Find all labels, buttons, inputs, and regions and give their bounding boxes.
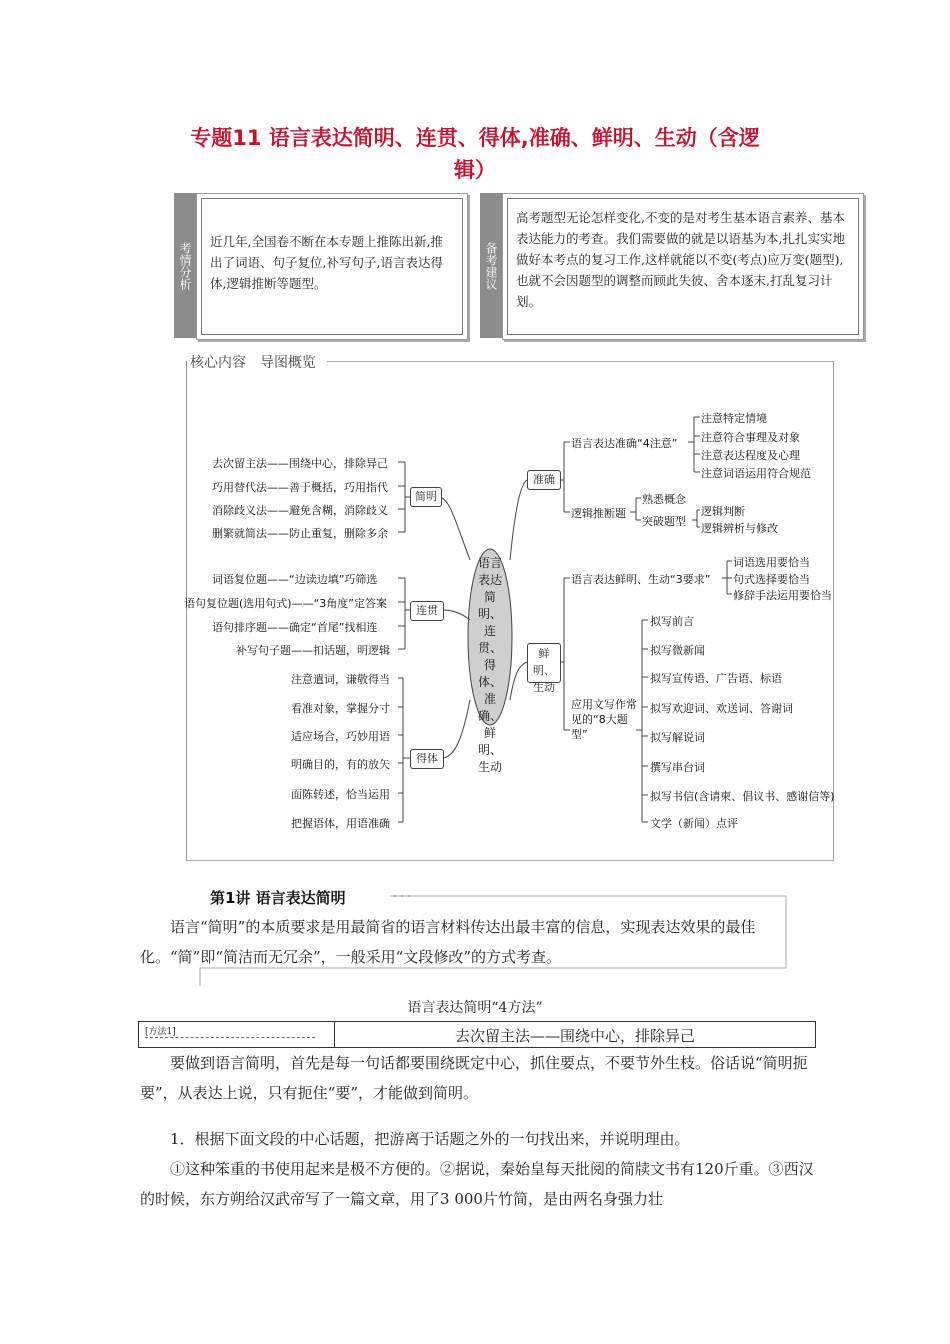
core-heading: 核心内容 导图概览: [190, 352, 322, 372]
jianming-item-2: 巧用替代法——善于概括，巧用指代: [212, 481, 388, 494]
jianming-item-4: 删繁就简法——防止重复，删除多余: [212, 527, 388, 540]
method-tag: [139, 1022, 335, 1047]
title-line-1: 专题11 语言表达简明、连贯、得体,准确、鲜明、生动（含逻: [190, 126, 760, 150]
method-paragraph: 要做到语言简明，首先是每一句话都要围绕既定中心，抓住要点，不要节外生枝。俗话说“简明扼要”，从表达上说，只有扼住“要”，才能做到简明。: [140, 1054, 808, 1102]
lianguan-item-1: 词语复位题——“边读边填”巧筛选: [212, 573, 378, 586]
deti-item-1: 注意遣词，谦敬得当: [291, 673, 390, 686]
deti-item-2: 看准对象，掌握分寸: [291, 702, 390, 715]
node-xianming: 鲜明、生动: [527, 643, 561, 683]
lecture-intro: 语言“简明”的本质要求是用最简省的语言材料传达出最丰富的信息，实现表达效果的最佳化。“简”即“简洁而无冗余”，一般采用“文段修改”的方式考查。: [140, 918, 756, 966]
exercise-text: ①这种笨重的书使用起来是极不方便的。②据说，秦始皇每天批阅的简牍文书有120斤重。③西汉的时候，东方朔给汉武帝写了一篇文章，用了3 000片竹简，是由两名身强力壮: [140, 1160, 814, 1208]
analysis-sidebar-label: 考情分析: [178, 241, 192, 290]
jianming-item-1: 去次留主法——围绕中心，排除异己: [212, 457, 388, 470]
node-jianming: 简明: [410, 487, 442, 507]
xianming-sub2-item-6: 撰写串台词: [650, 761, 705, 774]
zhunque-sub2: 逻辑推断题: [571, 507, 626, 520]
lecture-title: 第1讲 语言表达简明: [210, 889, 346, 907]
zhunque-sub1-item-1: 注意特定情境: [701, 412, 767, 425]
lianguan-item-4: 补写句子题——扣话题，明逻辑: [236, 644, 390, 657]
node-lianguan: 连贯: [410, 601, 444, 621]
xianming-sub2-item-1: 拟写前言: [650, 615, 694, 628]
deti-item-3: 适应场合，巧妙用语: [291, 730, 390, 743]
method-title: 语言表达简明“4方法”: [407, 1000, 543, 1016]
xianming-sub2-item-5: 拟写解说词: [650, 731, 705, 744]
deti-item-6: 把握语体，用语准确: [291, 817, 390, 830]
exercise-question: 1．根据下面文段的中心话题，把游离于话题之外的一句找出来，并说明理由。: [170, 1130, 690, 1148]
zhunque-sub2b-item-1: 逻辑判断: [701, 505, 745, 518]
node-deti: 得体: [410, 749, 444, 769]
mindmap-center: 语言表达简明、连贯、得体、准确、鲜明、生动: [477, 556, 502, 774]
deti-item-5: 面陈转述，恰当运用: [291, 788, 390, 801]
xianming-sub2-item-7: 拟写书信(含请柬、倡议书、感谢信等): [650, 790, 835, 803]
lianguan-item-3: 语句排序题——确定“首尾”找相连: [212, 621, 378, 634]
xianming-sub1-item-1: 词语选用要恰当: [733, 556, 810, 569]
xianming-sub2-item-2: 拟写微新闻: [650, 644, 705, 657]
xianming-sub2-item-3: 拟写宣传语、广告语、标语: [650, 672, 782, 685]
xianming-sub1-item-2: 句式选择要恰当: [733, 573, 810, 586]
zhunque-sub2a: 熟悉概念: [642, 493, 686, 506]
jianming-item-3: 消除歧义法——避免含糊，消除歧义: [212, 504, 388, 517]
zhunque-sub1-item-2: 注意符合事理及对象: [701, 431, 800, 444]
deti-item-4: 明确目的，有的放矢: [291, 758, 390, 771]
xianming-sub1-item-3: 修辞手法运用要恰当: [733, 589, 832, 602]
zhunque-sub1-item-4: 注意词语运用符合规范: [701, 467, 811, 480]
xianming-sub1: 语言表达鲜明、生动“3要求”: [571, 573, 711, 586]
advice-sidebar-label: 备考建议: [484, 241, 498, 290]
xianming-sub2: 应用文写作常见的“8大题型”: [571, 698, 637, 741]
analysis-text: 近几年,全国卷不断在本专题上推陈出新,推出了词语、句子复位,补写句子,语言表达得体,逻辑推断等题型。: [201, 198, 463, 335]
zhunque-sub2b: 突破题型: [642, 515, 686, 528]
method-row: [138, 1021, 816, 1048]
node-zhunque: 准确: [527, 470, 561, 490]
zhunque-sub2b-item-2: 逻辑辨析与修改: [701, 522, 778, 535]
title-line-2: 辑）: [454, 158, 496, 182]
lianguan-item-2: 语句复位题(选用句式)——“3角度”定答案: [184, 597, 387, 610]
xianming-sub2-item-8: 文学（新闻）点评: [650, 817, 738, 830]
zhunque-sub1: 语言表达准确“4注意”: [571, 437, 678, 450]
zhunque-sub1-item-3: 注意表达程度及心理: [701, 449, 800, 462]
advice-text: 高考题型无论怎样变化,不变的是对考生基本语言素养、基本表达能力的考查。我们需要做的就是以语基为本,扎扎实实地做好本考点的复习工作,这样就能以不变(考点)应万变(题型),也就不会因题型的调整而顾此失彼、舍本逐末,打乱复习计划。: [507, 198, 859, 335]
xianming-sub2-item-4: 拟写欢迎词、欢送词、答谢词: [650, 702, 793, 715]
method-name: 去次留主法——围绕中心，排除异己: [454, 1027, 695, 1045]
method-tag-label: [方法1]: [145, 1024, 315, 1038]
